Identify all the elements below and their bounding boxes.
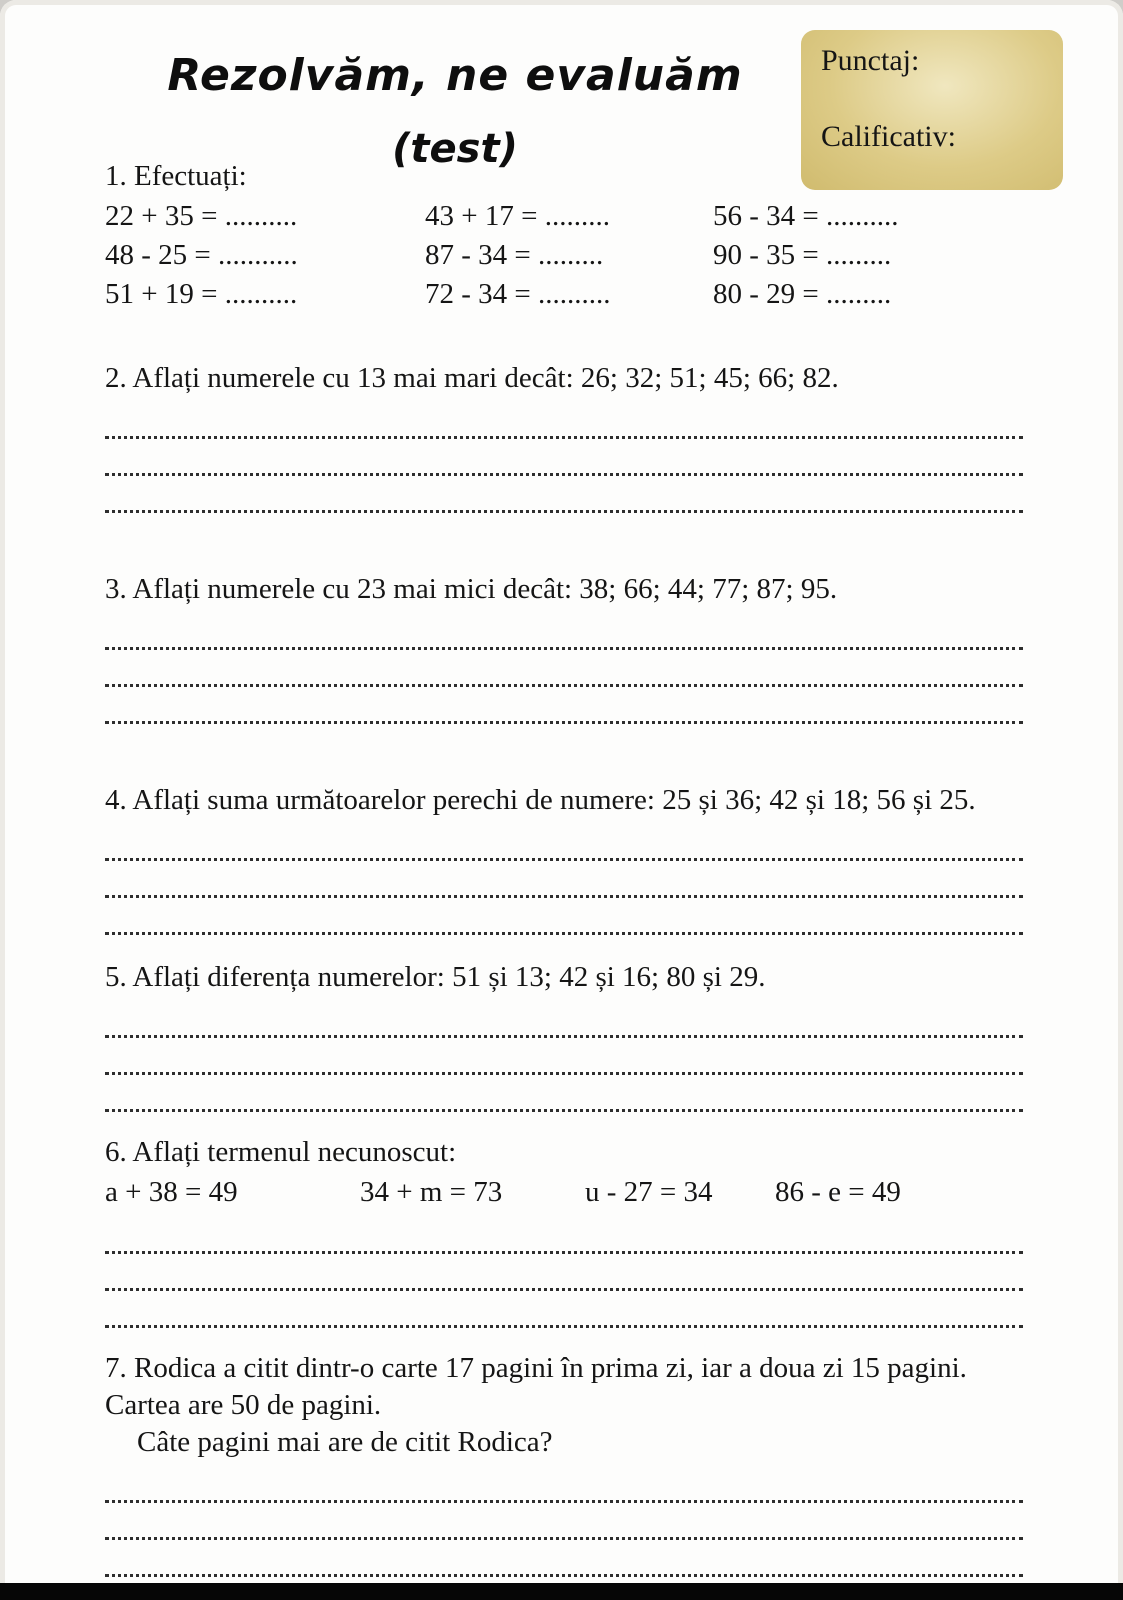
answer-line [105, 613, 1023, 650]
exercise-3 [105, 571, 1023, 724]
exercise-4-heading: 4. Aflați suma următoarelor perechi de numere: 25 și 36; 42 și 18; 56 și 25. [105, 784, 976, 816]
exercise-6 [105, 1134, 1023, 1328]
answer-line [105, 476, 1023, 513]
answer-line [105, 861, 1023, 898]
equation: 86 - e = 49 [775, 1176, 901, 1208]
answer-line [105, 1254, 1023, 1291]
exercise-2-heading: 2. Aflați numerele cu 13 mai mari decât: 26; 32; 51; 45; 66; 82. [105, 362, 839, 394]
answer-line [105, 402, 1023, 439]
answer-line [105, 1503, 1023, 1540]
problem: 51 + 19 = .......... [105, 278, 298, 310]
problem: 90 - 35 = ......... [713, 239, 892, 271]
equation: a + 38 = 49 [105, 1176, 238, 1208]
equation: 34 + m = 73 [360, 1176, 503, 1208]
exercise-1-label: 1. Efectuați: [105, 160, 247, 192]
exercise-7 [105, 1350, 1023, 1577]
exercise-3-heading: 3. Aflați numerele cu 23 mai mici decât: 38; 66; 44; 77; 87; 95. [105, 573, 838, 605]
equation: u - 27 = 34 [585, 1176, 713, 1208]
answer-line [105, 1540, 1023, 1577]
problem: 80 - 29 = ......... [713, 278, 892, 310]
problem: 87 - 34 = ......... [425, 239, 604, 271]
exercise-5 [105, 959, 1023, 1112]
exercise-7-line1: 7. Rodica a citit dintr-o carte 17 pagini în prima zi, iar a doua zi 15 pagini. [105, 1352, 967, 1384]
answer-line [105, 650, 1023, 687]
answer-lines [105, 1466, 1023, 1577]
answer-lines [105, 824, 1023, 935]
exercise-7-line2: Cartea are 50 de pagini. [105, 1389, 382, 1421]
exercise-6-heading: 6. Aflați termenul necunoscut: [105, 1136, 457, 1168]
worksheet-content [105, 158, 1023, 1577]
answer-lines [105, 402, 1023, 513]
answer-line [105, 1038, 1023, 1075]
exercise-1 [105, 158, 1023, 314]
answer-lines [105, 613, 1023, 724]
scan-edge-bar [0, 1583, 1123, 1600]
answer-line [105, 1291, 1023, 1328]
answer-line [105, 439, 1023, 476]
exercise-6-equations [105, 1173, 1023, 1212]
exercise-4 [105, 782, 1023, 935]
exercise-2 [105, 360, 1023, 513]
answer-line [105, 1075, 1023, 1112]
answer-line [105, 824, 1023, 861]
exercise-5-heading: 5. Aflați diferența numerelor: 51 și 13; 42 și 16; 80 și 29. [105, 961, 766, 993]
answer-lines [105, 1217, 1023, 1328]
answer-line [105, 898, 1023, 935]
answer-line [105, 1466, 1023, 1503]
page-subtitle: (test) [392, 126, 518, 172]
answer-line [105, 687, 1023, 724]
exercise-1-problems [105, 197, 1023, 314]
problem: 22 + 35 = .......... [105, 200, 298, 232]
problem: 72 - 34 = .......... [425, 278, 611, 310]
page-title: Rezolvăm, ne evaluăm [167, 50, 743, 101]
answer-lines [105, 1001, 1023, 1112]
problem: 56 - 34 = .......... [713, 200, 899, 232]
answer-line [105, 1217, 1023, 1254]
problem: 48 - 25 = ........... [105, 239, 298, 271]
calificativ-label: Calificativ: [821, 120, 956, 153]
problem: 43 + 17 = ......... [425, 200, 610, 232]
punctaj-label: Punctaj: [821, 44, 920, 77]
answer-line [105, 1001, 1023, 1038]
exercise-7-question: Câte pagini mai are de citit Rodica? [137, 1426, 553, 1458]
